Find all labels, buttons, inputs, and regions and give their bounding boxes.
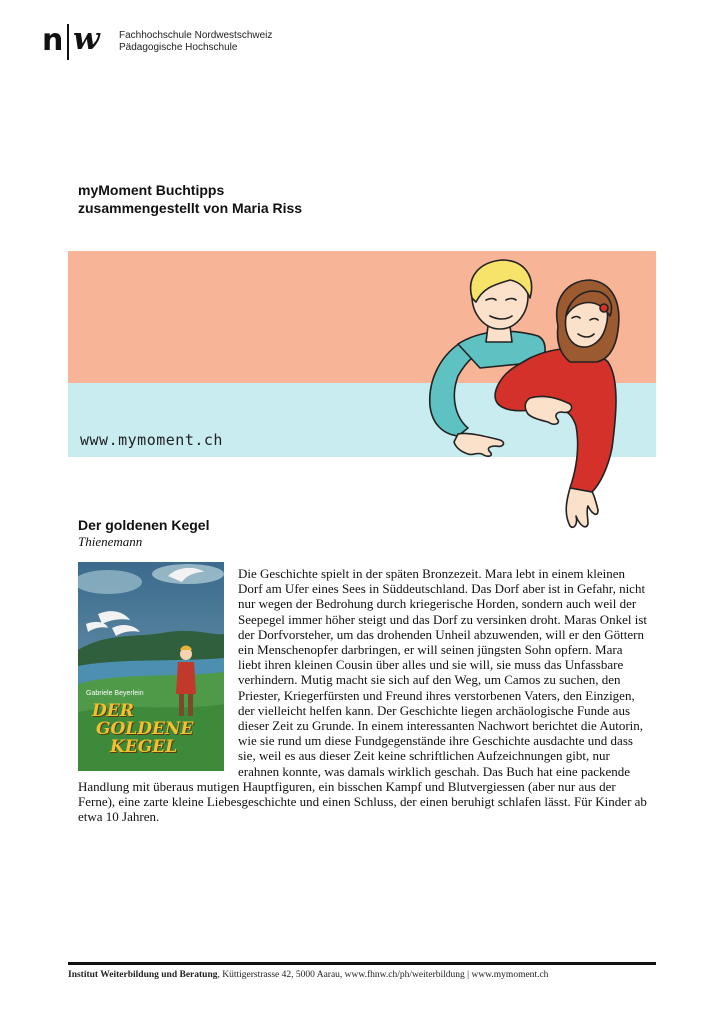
- cover-title-line-2: GOLDENE: [96, 719, 194, 739]
- book-title: Der goldenen Kegel: [78, 517, 210, 533]
- cover-title-line-1: DER: [92, 701, 134, 721]
- document-title: [78, 181, 302, 217]
- logo-letter-n: n: [42, 23, 64, 58]
- footer-institute: Institut Weiterbildung und Beratung: [68, 970, 218, 980]
- children-illustration: [420, 258, 660, 532]
- footer-rule: [68, 962, 656, 965]
- book-description-block: [78, 566, 648, 824]
- institution-line-2: Pädagogische Hochschule: [119, 42, 238, 53]
- document-title-line-1: myMoment Buchtipps: [78, 182, 225, 198]
- document-title-line-2: zusammengestellt von Maria Riss: [78, 200, 303, 216]
- cover-title-line-3: KEGEL: [110, 737, 178, 757]
- footer: [68, 969, 668, 981]
- institution-line-1: Fachhochschule Nordwestschweiz: [119, 30, 273, 41]
- footer-address: , Küttigerstrasse 42, 5000 Aarau, www.fhnw.ch/ph/weiterbildung | www.mymoment.ch: [217, 970, 549, 980]
- logo-divider: [67, 24, 69, 60]
- book-publisher: Thienemann: [78, 534, 143, 549]
- cover-wrap-spacer: [78, 566, 238, 770]
- institution-name: [119, 30, 272, 54]
- cover-author: Gabriele Beyerlein: [86, 690, 144, 697]
- banner-url: www.mymoment.ch: [80, 431, 223, 449]
- logo-letter-w: w: [73, 21, 100, 57]
- book-description: Die Geschichte spielt in der späten Bronzezeit. Mara lebt in einem kleinen Dorf am Ufer eines Sees in Süddeutschland. Das Dorf aber ist in Gefahr, nicht nur wegen der Bedrohung durch kriegerische Horden, sondern auch weil der Seepegel immer höher steigt und das Dorf zu versinken droht. Maras Onkel ist der Dorfvorsteher, um das drohenden Unheil abzuwenden, will er den Göttern ein Menschenopfer darbringen, er will seinen jüngsten Sohn opfern. Mara liebt ihren kleinen Cousin über alles und sie will, sie muss das Unfassbare verhindern. Mutig macht sie sich auf den Weg, um Camos zu suchen, den Priester, Kriegerfürsten und Freund ihres verstorbenen Vaters, den Einzigen, der vielleicht helfen kann. Der Geschichte liegen archäologische Funde aus dieser Zeit zu Grunde. In einem interessanten Nachwort berichtet die Autorin, wie sie rund um diese Fundgegenstände ihre Geschichte ausdachte und dass sie, weil es aus dieser Zeit keine schriftlichen Aufzeichnungen gibt, nur erahnen konnte, was damals wirklich geschah. Das Buch hat eine packende Handlung mit überaus mutigen Hauptfiguren, ein bisschen Kampf und Blutvergiessen (aber nur aus der Ferne), eine zarte kleine Liebesgeschichte und einen Schluss, der einen beruhigt schlafen lässt. Für Kinder ab etwa 10 Jahren.: [78, 566, 648, 825]
